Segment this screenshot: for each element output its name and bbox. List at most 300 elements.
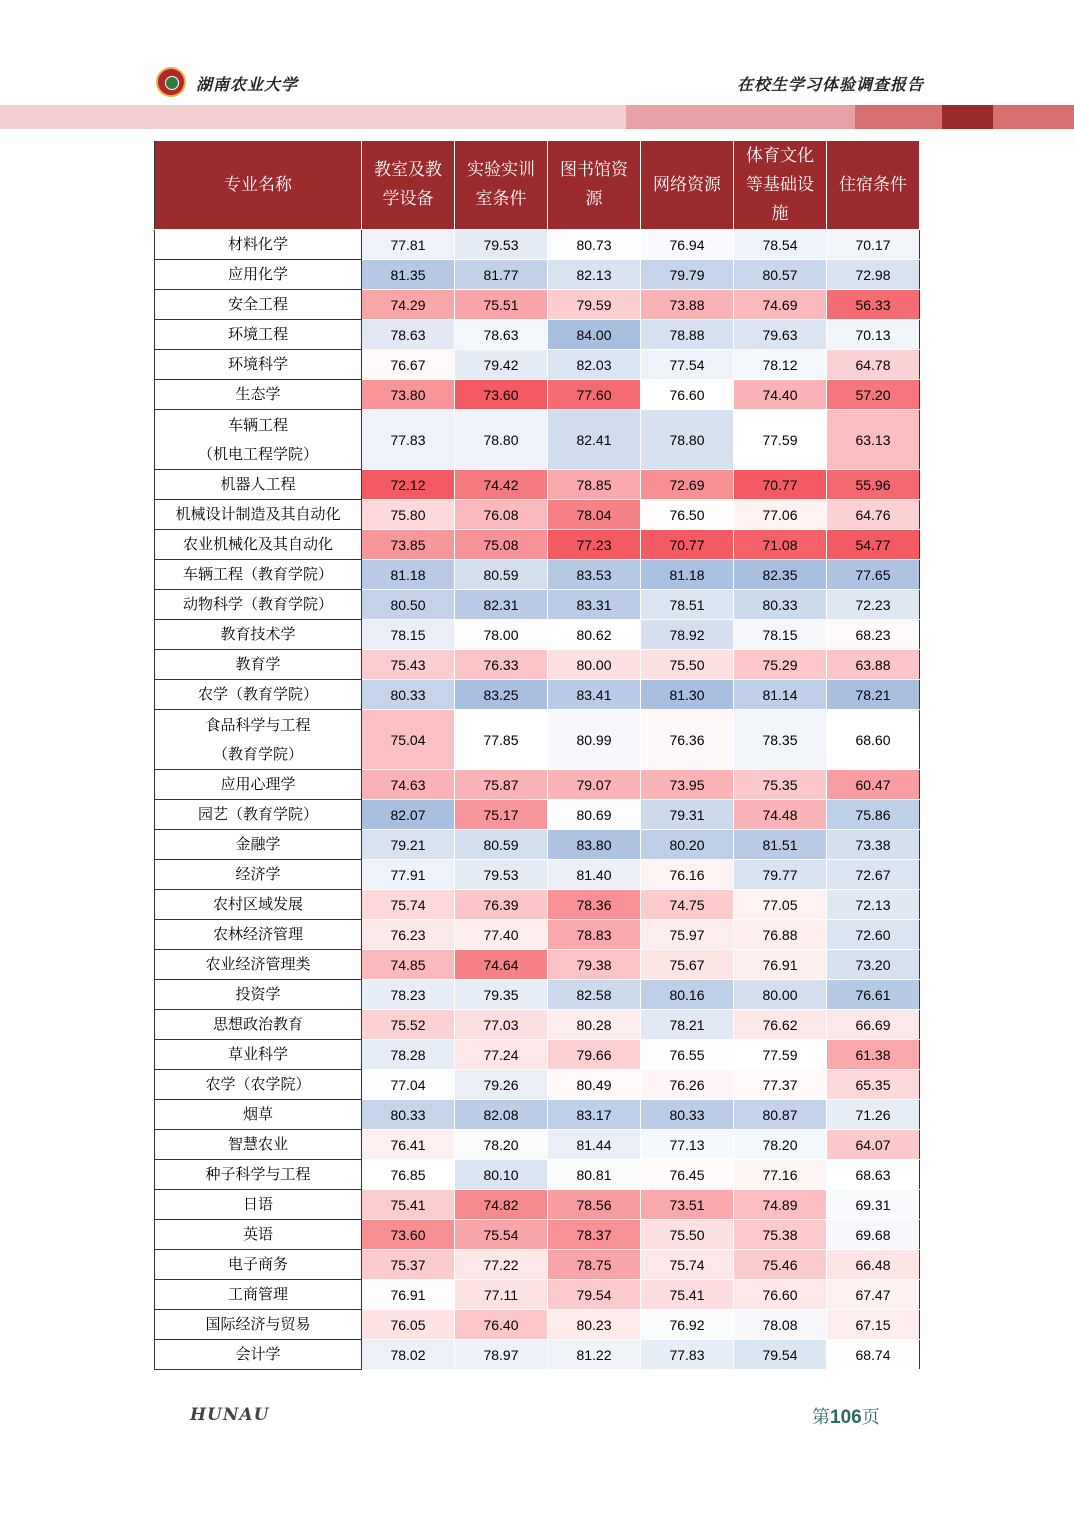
table-row [155,800,920,830]
major-name-cell [155,290,362,320]
score-cell: 80.00 [548,650,641,680]
score-cell: 77.59 [734,1040,827,1070]
score-cell: 79.31 [641,800,734,830]
major-name: 农学（农学院） [205,1075,311,1093]
major-name-cell [155,920,362,950]
table-row [155,950,920,980]
major-name: 种子科学与工程 [205,1165,311,1183]
table-row [155,1340,920,1370]
score-cell: 77.37 [734,1070,827,1100]
header-band-3 [855,105,942,129]
table-row [155,470,920,500]
column-header-text: 学设备 [382,189,434,209]
score-cell: 80.33 [362,1100,455,1130]
score-cell: 54.77 [827,530,920,560]
score-cell: 80.99 [548,710,641,770]
score-cell: 76.85 [362,1160,455,1190]
score-cell: 69.68 [827,1220,920,1250]
score-cell: 76.45 [641,1160,734,1190]
score-cell: 75.43 [362,650,455,680]
score-cell: 68.23 [827,620,920,650]
score-cell: 82.41 [548,410,641,470]
major-name: 应用化学 [227,265,288,283]
column-header [548,141,641,230]
score-cell: 83.80 [548,830,641,860]
major-name-cell [155,380,362,410]
score-cell: 78.00 [455,620,548,650]
score-cell: 77.04 [362,1070,455,1100]
table-row [155,380,920,410]
score-cell: 75.86 [827,800,920,830]
score-cell: 79.26 [455,1070,548,1100]
column-header-text: 教室及教 [374,160,442,180]
score-cell: 76.36 [641,710,734,770]
score-cell: 68.63 [827,1160,920,1190]
header-band-1 [0,105,626,129]
score-cell: 73.38 [827,830,920,860]
column-header [155,141,362,230]
score-cell: 79.53 [455,230,548,260]
score-cell: 75.67 [641,950,734,980]
score-cell: 74.48 [734,800,827,830]
score-cell: 78.20 [734,1130,827,1160]
major-name-cell [155,1220,362,1250]
table-row [155,620,920,650]
table-row [155,560,920,590]
score-cell: 68.74 [827,1340,920,1370]
score-cell: 74.89 [734,1190,827,1220]
score-cell: 73.95 [641,770,734,800]
score-cell: 77.11 [455,1280,548,1310]
score-cell: 76.40 [455,1310,548,1340]
score-cell: 75.80 [362,500,455,530]
score-cell: 74.29 [362,290,455,320]
score-cell: 77.91 [362,860,455,890]
score-cell: 73.51 [641,1190,734,1220]
score-cell: 79.38 [548,950,641,980]
score-cell: 78.92 [641,620,734,650]
score-cell: 61.38 [827,1040,920,1070]
major-name: （教育学院） [212,744,303,763]
score-cell: 80.20 [641,830,734,860]
major-name-cell [155,830,362,860]
score-cell: 74.75 [641,890,734,920]
column-header [734,141,827,230]
score-cell: 79.07 [548,770,641,800]
score-cell: 68.60 [827,710,920,770]
table-row [155,1190,920,1220]
score-cell: 73.60 [362,1220,455,1250]
score-cell: 77.16 [734,1160,827,1190]
score-cell: 77.06 [734,500,827,530]
major-name-cell [155,680,362,710]
score-cell: 81.22 [548,1340,641,1370]
score-cell: 78.21 [641,1010,734,1040]
major-name-cell [155,1340,362,1370]
score-cell: 75.29 [734,650,827,680]
column-header-text: 网络资源 [653,174,721,195]
major-name-cell [155,650,362,680]
score-cell: 67.47 [827,1280,920,1310]
major-name-cell [155,500,362,530]
column-header [455,141,548,230]
table-row [155,350,920,380]
score-cell: 82.03 [548,350,641,380]
score-cell: 79.42 [455,350,548,380]
table-row [155,1130,920,1160]
score-cell: 76.91 [734,950,827,980]
score-cell: 75.46 [734,1250,827,1280]
score-cell: 77.13 [641,1130,734,1160]
table-row [155,710,920,770]
column-header-text: 住宿条件 [839,174,907,195]
score-cell: 78.35 [734,710,827,770]
score-cell: 80.33 [734,590,827,620]
score-cell: 72.67 [827,860,920,890]
table-row [155,590,920,620]
major-name-cell [155,470,362,500]
score-cell: 79.54 [548,1280,641,1310]
major-name: 材料化学 [227,235,288,253]
score-cell: 70.13 [827,320,920,350]
score-cell: 79.35 [455,980,548,1010]
score-cell: 75.97 [641,920,734,950]
score-cell: 75.38 [734,1220,827,1250]
major-name-cell [155,590,362,620]
score-cell: 79.54 [734,1340,827,1370]
major-name: 烟草 [242,1105,273,1123]
major-name: 农业机械化及其自动化 [182,535,333,553]
major-name: 国际经济与贸易 [205,1315,311,1333]
score-cell: 74.85 [362,950,455,980]
column-header-text: 室条件 [475,189,527,209]
score-cell: 75.54 [455,1220,548,1250]
score-cell: 72.12 [362,470,455,500]
score-cell: 75.41 [641,1280,734,1310]
major-name-cell [155,980,362,1010]
major-name: 车辆工程（教育学院） [182,565,333,583]
score-cell: 77.24 [455,1040,548,1070]
score-cell: 76.39 [455,890,548,920]
major-name: 投资学 [235,985,281,1003]
score-cell: 77.83 [641,1340,734,1370]
major-name-cell [155,1040,362,1070]
score-cell: 76.55 [641,1040,734,1070]
table-row [155,890,920,920]
major-name-cell [155,1100,362,1130]
score-cell: 78.56 [548,1190,641,1220]
score-cell: 75.74 [641,1250,734,1280]
score-cell: 78.85 [548,470,641,500]
score-cell: 70.77 [641,530,734,560]
score-cell: 76.60 [641,380,734,410]
score-cell: 78.04 [548,500,641,530]
column-header [362,141,455,230]
major-name: 教育学 [235,655,281,673]
score-cell: 72.13 [827,890,920,920]
score-cell: 76.67 [362,350,455,380]
score-cell: 77.22 [455,1250,548,1280]
score-cell: 79.66 [548,1040,641,1070]
table-row [155,1010,920,1040]
major-name-cell [155,950,362,980]
score-cell: 78.63 [455,320,548,350]
satisfaction-table [154,140,920,1370]
major-name: 电子商务 [227,1255,288,1273]
score-cell: 76.60 [734,1280,827,1310]
column-header-text: 专业名称 [224,174,292,195]
score-cell: 77.05 [734,890,827,920]
table-row [155,260,920,290]
score-cell: 78.21 [827,680,920,710]
score-cell: 76.08 [455,500,548,530]
page-number [812,1403,880,1429]
score-cell: 72.23 [827,590,920,620]
table-row [155,320,920,350]
table-row [155,1220,920,1250]
score-cell: 75.87 [455,770,548,800]
score-cell: 76.26 [641,1070,734,1100]
score-cell: 71.26 [827,1100,920,1130]
score-cell: 80.00 [734,980,827,1010]
score-cell: 66.69 [827,1010,920,1040]
table-row [155,1160,920,1190]
major-name: 园艺（教育学院） [197,805,318,823]
major-name: 思想政治教育 [212,1015,303,1033]
table-body [155,230,920,1370]
page-number-value: 106 [830,1407,862,1428]
major-name: 英语 [242,1225,273,1243]
major-name: 会计学 [235,1345,281,1363]
major-name: 机械设计制造及其自动化 [175,505,341,523]
score-cell: 81.51 [734,830,827,860]
major-name: （机电工程学院） [197,444,318,463]
table-row [155,500,920,530]
major-name: 动物科学（教育学院） [182,595,333,613]
score-cell: 82.31 [455,590,548,620]
score-cell: 81.77 [455,260,548,290]
score-cell: 64.78 [827,350,920,380]
score-cell: 73.60 [455,380,548,410]
score-cell: 75.08 [455,530,548,560]
score-cell: 75.04 [362,710,455,770]
score-cell: 77.23 [548,530,641,560]
score-cell: 83.53 [548,560,641,590]
major-name: 车辆工程 [227,415,288,434]
score-cell: 81.18 [362,560,455,590]
score-cell: 75.50 [641,1220,734,1250]
major-name-cell [155,350,362,380]
score-cell: 77.81 [362,230,455,260]
score-cell: 63.13 [827,410,920,470]
score-cell: 80.33 [641,1100,734,1130]
score-cell: 79.77 [734,860,827,890]
column-header-text: 实验实训 [467,160,535,180]
header-band-5 [993,105,1074,129]
score-cell: 80.57 [734,260,827,290]
score-cell: 72.60 [827,920,920,950]
university-logo-icon [156,67,186,97]
score-cell: 80.10 [455,1160,548,1190]
table-row [155,530,920,560]
major-name-cell [155,770,362,800]
score-cell: 80.49 [548,1070,641,1100]
major-name-cell [155,710,362,770]
major-name-cell [155,1160,362,1190]
major-name-cell [155,620,362,650]
major-name-cell [155,890,362,920]
score-cell: 78.36 [548,890,641,920]
score-cell: 56.33 [827,290,920,320]
score-cell: 75.17 [455,800,548,830]
score-cell: 74.82 [455,1190,548,1220]
major-name: 农学（教育学院） [197,685,318,703]
score-cell: 82.35 [734,560,827,590]
score-cell: 70.17 [827,230,920,260]
table-row [155,920,920,950]
report-title: 在校生学习体验调查报告 [736,75,924,94]
score-cell: 77.85 [455,710,548,770]
score-cell: 78.97 [455,1340,548,1370]
score-cell: 78.88 [641,320,734,350]
page-header [0,0,1074,130]
major-name-cell [155,1310,362,1340]
score-cell: 75.50 [641,650,734,680]
table-row [155,410,920,470]
score-cell: 75.74 [362,890,455,920]
score-cell: 67.15 [827,1310,920,1340]
major-name: 金融学 [235,835,281,853]
score-cell: 80.59 [455,830,548,860]
score-cell: 69.31 [827,1190,920,1220]
major-name-cell [155,800,362,830]
table-row [155,290,920,320]
table-header-row [155,141,920,230]
score-cell: 78.63 [362,320,455,350]
table-row [155,1070,920,1100]
score-cell: 83.41 [548,680,641,710]
table-row [155,1310,920,1340]
score-cell: 76.61 [827,980,920,1010]
major-name: 工商管理 [227,1285,288,1303]
score-cell: 74.40 [734,380,827,410]
score-cell: 82.58 [548,980,641,1010]
major-name: 生态学 [235,385,281,403]
table-row [155,980,920,1010]
major-name-cell [155,860,362,890]
score-cell: 73.85 [362,530,455,560]
score-cell: 83.31 [548,590,641,620]
score-cell: 57.20 [827,380,920,410]
page-suffix: 页 [861,1407,880,1428]
score-cell: 77.59 [734,410,827,470]
score-cell: 73.80 [362,380,455,410]
score-cell: 78.83 [548,920,641,950]
column-header-text: 施 [771,203,789,224]
major-name-cell [155,1280,362,1310]
score-cell: 77.65 [827,560,920,590]
score-cell: 77.40 [455,920,548,950]
score-cell: 84.00 [548,320,641,350]
score-cell: 64.07 [827,1130,920,1160]
score-cell: 78.02 [362,1340,455,1370]
score-cell: 79.59 [548,290,641,320]
page-prefix: 第 [812,1407,830,1428]
score-cell: 77.60 [548,380,641,410]
major-name: 农业经济管理类 [205,955,311,973]
table-row [155,1040,920,1070]
score-cell: 80.16 [641,980,734,1010]
score-cell: 70.77 [734,470,827,500]
header-band-2 [626,105,855,129]
major-name-cell [155,1190,362,1220]
score-cell: 78.51 [641,590,734,620]
score-cell: 66.48 [827,1250,920,1280]
major-name: 机器人工程 [220,475,296,493]
table-row [155,230,920,260]
score-cell: 79.21 [362,830,455,860]
score-cell: 78.80 [455,410,548,470]
score-cell: 60.47 [827,770,920,800]
score-cell: 82.13 [548,260,641,290]
score-cell: 76.88 [734,920,827,950]
score-cell: 81.30 [641,680,734,710]
major-name: 环境科学 [227,355,288,373]
footer-brand: HUNAU [190,1405,270,1425]
score-cell: 55.96 [827,470,920,500]
score-cell: 63.88 [827,650,920,680]
score-cell: 77.03 [455,1010,548,1040]
major-name-cell [155,320,362,350]
major-name-cell [155,1010,362,1040]
score-cell: 83.25 [455,680,548,710]
column-header [827,141,920,230]
score-cell: 81.35 [362,260,455,290]
table-row [155,770,920,800]
major-name-cell [155,1070,362,1100]
major-name: 教育技术学 [220,625,296,643]
major-name-cell [155,230,362,260]
major-name: 农村区域发展 [212,895,303,913]
score-cell: 74.63 [362,770,455,800]
score-cell: 80.50 [362,590,455,620]
major-name-cell [155,560,362,590]
score-cell: 78.08 [734,1310,827,1340]
major-name: 环境工程 [227,325,288,343]
score-cell: 78.20 [455,1130,548,1160]
score-cell: 78.54 [734,230,827,260]
score-cell: 75.52 [362,1010,455,1040]
major-name: 农林经济管理 [212,925,303,943]
score-cell: 78.28 [362,1040,455,1070]
score-cell: 79.63 [734,320,827,350]
major-name: 食品科学与工程 [205,715,311,734]
header-band-4 [942,105,993,129]
score-cell: 76.92 [641,1310,734,1340]
score-cell: 78.23 [362,980,455,1010]
score-cell: 73.20 [827,950,920,980]
score-cell: 77.83 [362,410,455,470]
score-cell: 78.12 [734,350,827,380]
table-row [155,680,920,710]
score-cell: 75.35 [734,770,827,800]
major-name: 应用心理学 [220,775,296,793]
score-cell: 80.59 [455,560,548,590]
score-cell: 76.41 [362,1130,455,1160]
table-row [155,1250,920,1280]
column-header-text: 等基础设 [746,174,814,195]
score-cell: 80.62 [548,620,641,650]
